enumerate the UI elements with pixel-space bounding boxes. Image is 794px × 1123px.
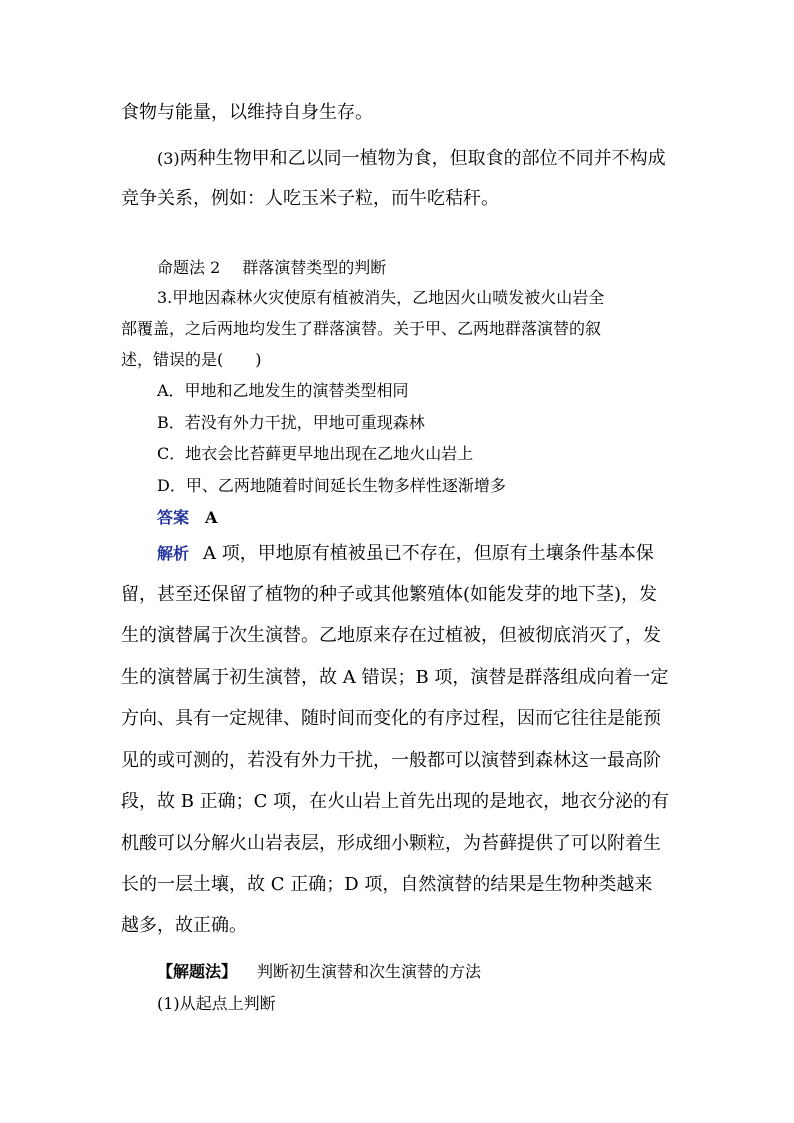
- section-label: 命题法 2: [157, 258, 221, 277]
- option-d: D．甲、乙两地随着时间延长生物多样性逐渐增多: [157, 476, 506, 495]
- item-3-line-2: 竞争关系，例如：人吃玉米子粒，而牛吃秸秆。: [121, 188, 499, 209]
- method-item-1: [157, 991, 276, 1014]
- method-item-1-number: (1): [157, 994, 180, 1013]
- analysis-label: 解析: [157, 544, 190, 563]
- method-heading: [157, 959, 481, 982]
- question-line-3: 述，错误的是( ): [121, 350, 262, 369]
- question-line-1: 3.甲地因森林火灾使原有植被消失，乙地因火山喷发被火山岩全: [157, 288, 605, 307]
- answer-value: A: [205, 508, 218, 527]
- question-line-2: 部覆盖，之后两地均发生了群落演替。关于甲、乙两地群落演替的叙: [121, 319, 602, 338]
- analysis-line-10: 越多，故正确。: [121, 915, 247, 936]
- option-b: B．若没有外力干扰，甲地可重现森林: [157, 413, 425, 432]
- analysis-line-3: 生的演替属于次生演替。乙地原来存在过植被，但被彻底消灭了，发: [121, 625, 661, 646]
- item-3-text: 两种生物甲和乙以同一植物为食，但取食的部位不同并不构成: [179, 148, 666, 169]
- analysis-line-8: 机酸可以分解火山岩表层，形成细小颗粒，为苔藓提供了可以附着生: [121, 833, 661, 854]
- analysis-line-1: [157, 539, 654, 565]
- answer-line: [157, 505, 217, 528]
- item-3-line-1: [157, 144, 666, 170]
- method-title: 判断初生演替和次生演替的方法: [257, 962, 482, 981]
- analysis-line-2: 留，甚至还保留了植物的种子或其他繁殖体(如能发芽的地下茎)，发: [121, 584, 658, 605]
- continuation-line-1: 食物与能量，以维持自身生存。: [121, 102, 373, 123]
- analysis-line-7: 段，故 B 正确；C 项，在火山岩上首先出现的是地衣，地衣分泌的有: [121, 791, 670, 812]
- analysis-line-9: 长的一层土壤，故 C 正确；D 项，自然演替的结果是生物种类越来: [121, 874, 653, 895]
- answer-label: 答案: [157, 508, 190, 527]
- analysis-text-1: A 项，甲地原有植被虽已不存在，但原有土壤条件基本保: [203, 543, 654, 564]
- section-title: 群落演替类型的判断: [242, 258, 387, 277]
- option-c: C．地衣会比苔藓更早地出现在乙地火山岩上: [157, 444, 474, 463]
- item-3-number: (3): [157, 149, 180, 168]
- analysis-line-6: 见的或可测的，若没有外力干扰，一般都可以演替到森林这一最高阶: [121, 750, 661, 771]
- method-label: 【解题法】: [157, 962, 238, 981]
- section-heading: [157, 255, 386, 278]
- method-item-1-text: 从起点上判断: [179, 994, 276, 1013]
- analysis-line-4: 生的演替属于初生演替，故 A 错误；B 项，演替是群落组成向着一定: [121, 667, 669, 688]
- analysis-line-5: 方向、具有一定规律、随时间而变化的有序过程，因而它往往是能预: [121, 708, 661, 729]
- option-a: A．甲地和乙地发生的演替类型相同: [157, 381, 409, 400]
